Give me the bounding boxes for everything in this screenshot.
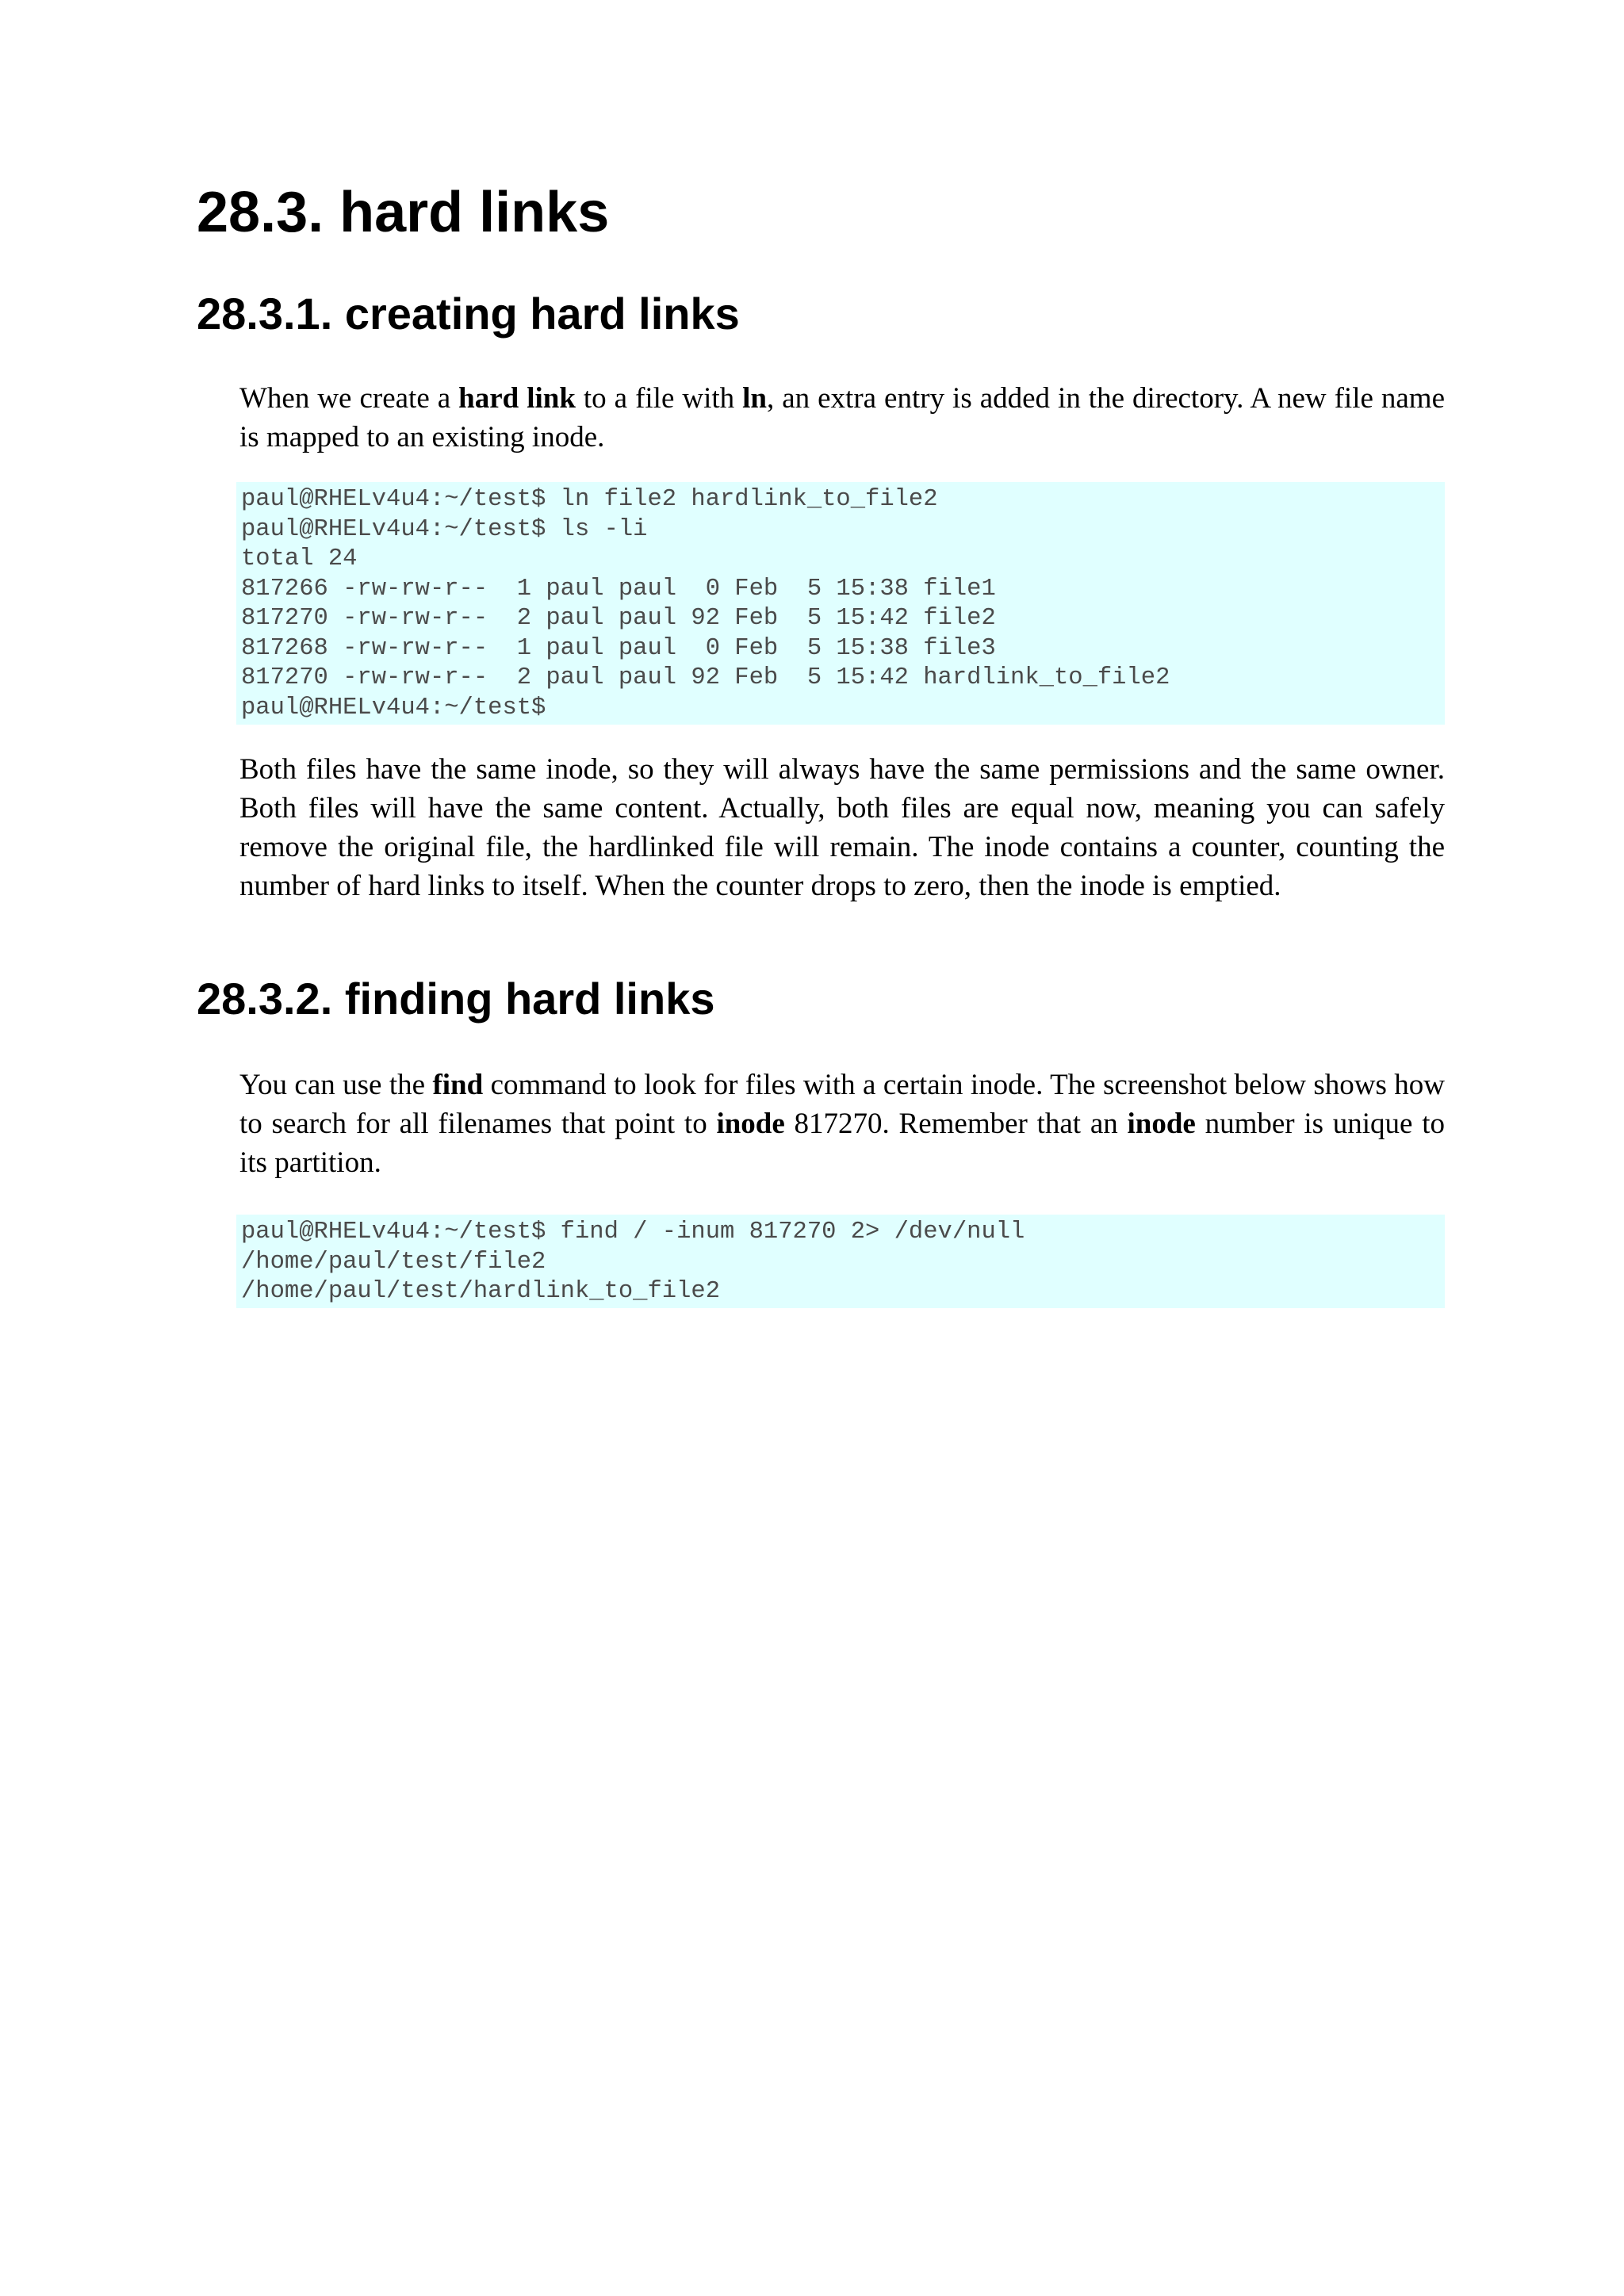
text-run: number is unique to its partition. [239,1108,1445,1179]
code-line: paul@RHELv4u4:~/test$ [241,694,546,721]
code-line: paul@RHELv4u4:~/test$ ln file2 hardlink_to_file2 [241,486,938,513]
code-line: /home/paul/test/hardlink_to_file2 [241,1278,720,1305]
text-run: to a file with [575,382,743,415]
code-line: total 24 [241,545,358,572]
code-block-find [236,1215,1445,1308]
subsection-heading-finding: 28.3.2. finding hard links [197,974,715,1024]
creating-intro-paragraph [239,379,1445,457]
code-line: /home/paul/test/file2 [241,1248,546,1276]
bold-term-inode: inode [1127,1108,1196,1140]
text-run: When we create a [239,382,459,415]
text-run: command to look for files with a certain inode. The screenshot below shows how to search for all filenames that point to [239,1069,1445,1140]
text-run: , an extra entry is added in the directory. A new file name is mapped to an existing inode. [239,382,1446,453]
subsection-heading-creating: 28.3.1. creating hard links [197,289,740,339]
bold-term-ln: ln [742,382,767,415]
code-line: 817266 -rw-rw-r-- 1 paul paul 0 Feb 5 15:38 file1 [241,575,996,603]
code-line: paul@RHELv4u4:~/test$ find / -inum 817270 2> /dev/null [241,1219,1025,1246]
bold-term-find: find [432,1069,484,1101]
text-run: 817270. Remember that an [784,1108,1128,1140]
finding-intro-paragraph [239,1066,1445,1182]
code-line: paul@RHELv4u4:~/test$ ls -li [241,515,648,543]
explanation-paragraph: Both files have the same inode, so they will always have the same permissions and the same owner. Both files will have the same content. Actually, both files are equal now, meaning you can safely remove the original file, the hardlinked file will remain. The inode contains a counter, counting the number of hard links to itself. When the counter drops to zero, then the inode is emptied. [239,753,1445,902]
code-block-ln [236,482,1445,725]
text-run: You can use the [239,1069,433,1101]
code-line: 817270 -rw-rw-r-- 2 paul paul 92 Feb 5 15:42 file2 [241,605,996,632]
bold-term-inode: inode [716,1108,785,1140]
code-line: 817268 -rw-rw-r-- 1 paul paul 0 Feb 5 15:38 file3 [241,634,996,662]
section-title: 28.3. hard links [197,181,610,244]
bold-term-hard-link: hard link [458,382,576,415]
code-line: 817270 -rw-rw-r-- 2 paul paul 92 Feb 5 15:42 hardlink_to_file2 [241,664,1170,691]
